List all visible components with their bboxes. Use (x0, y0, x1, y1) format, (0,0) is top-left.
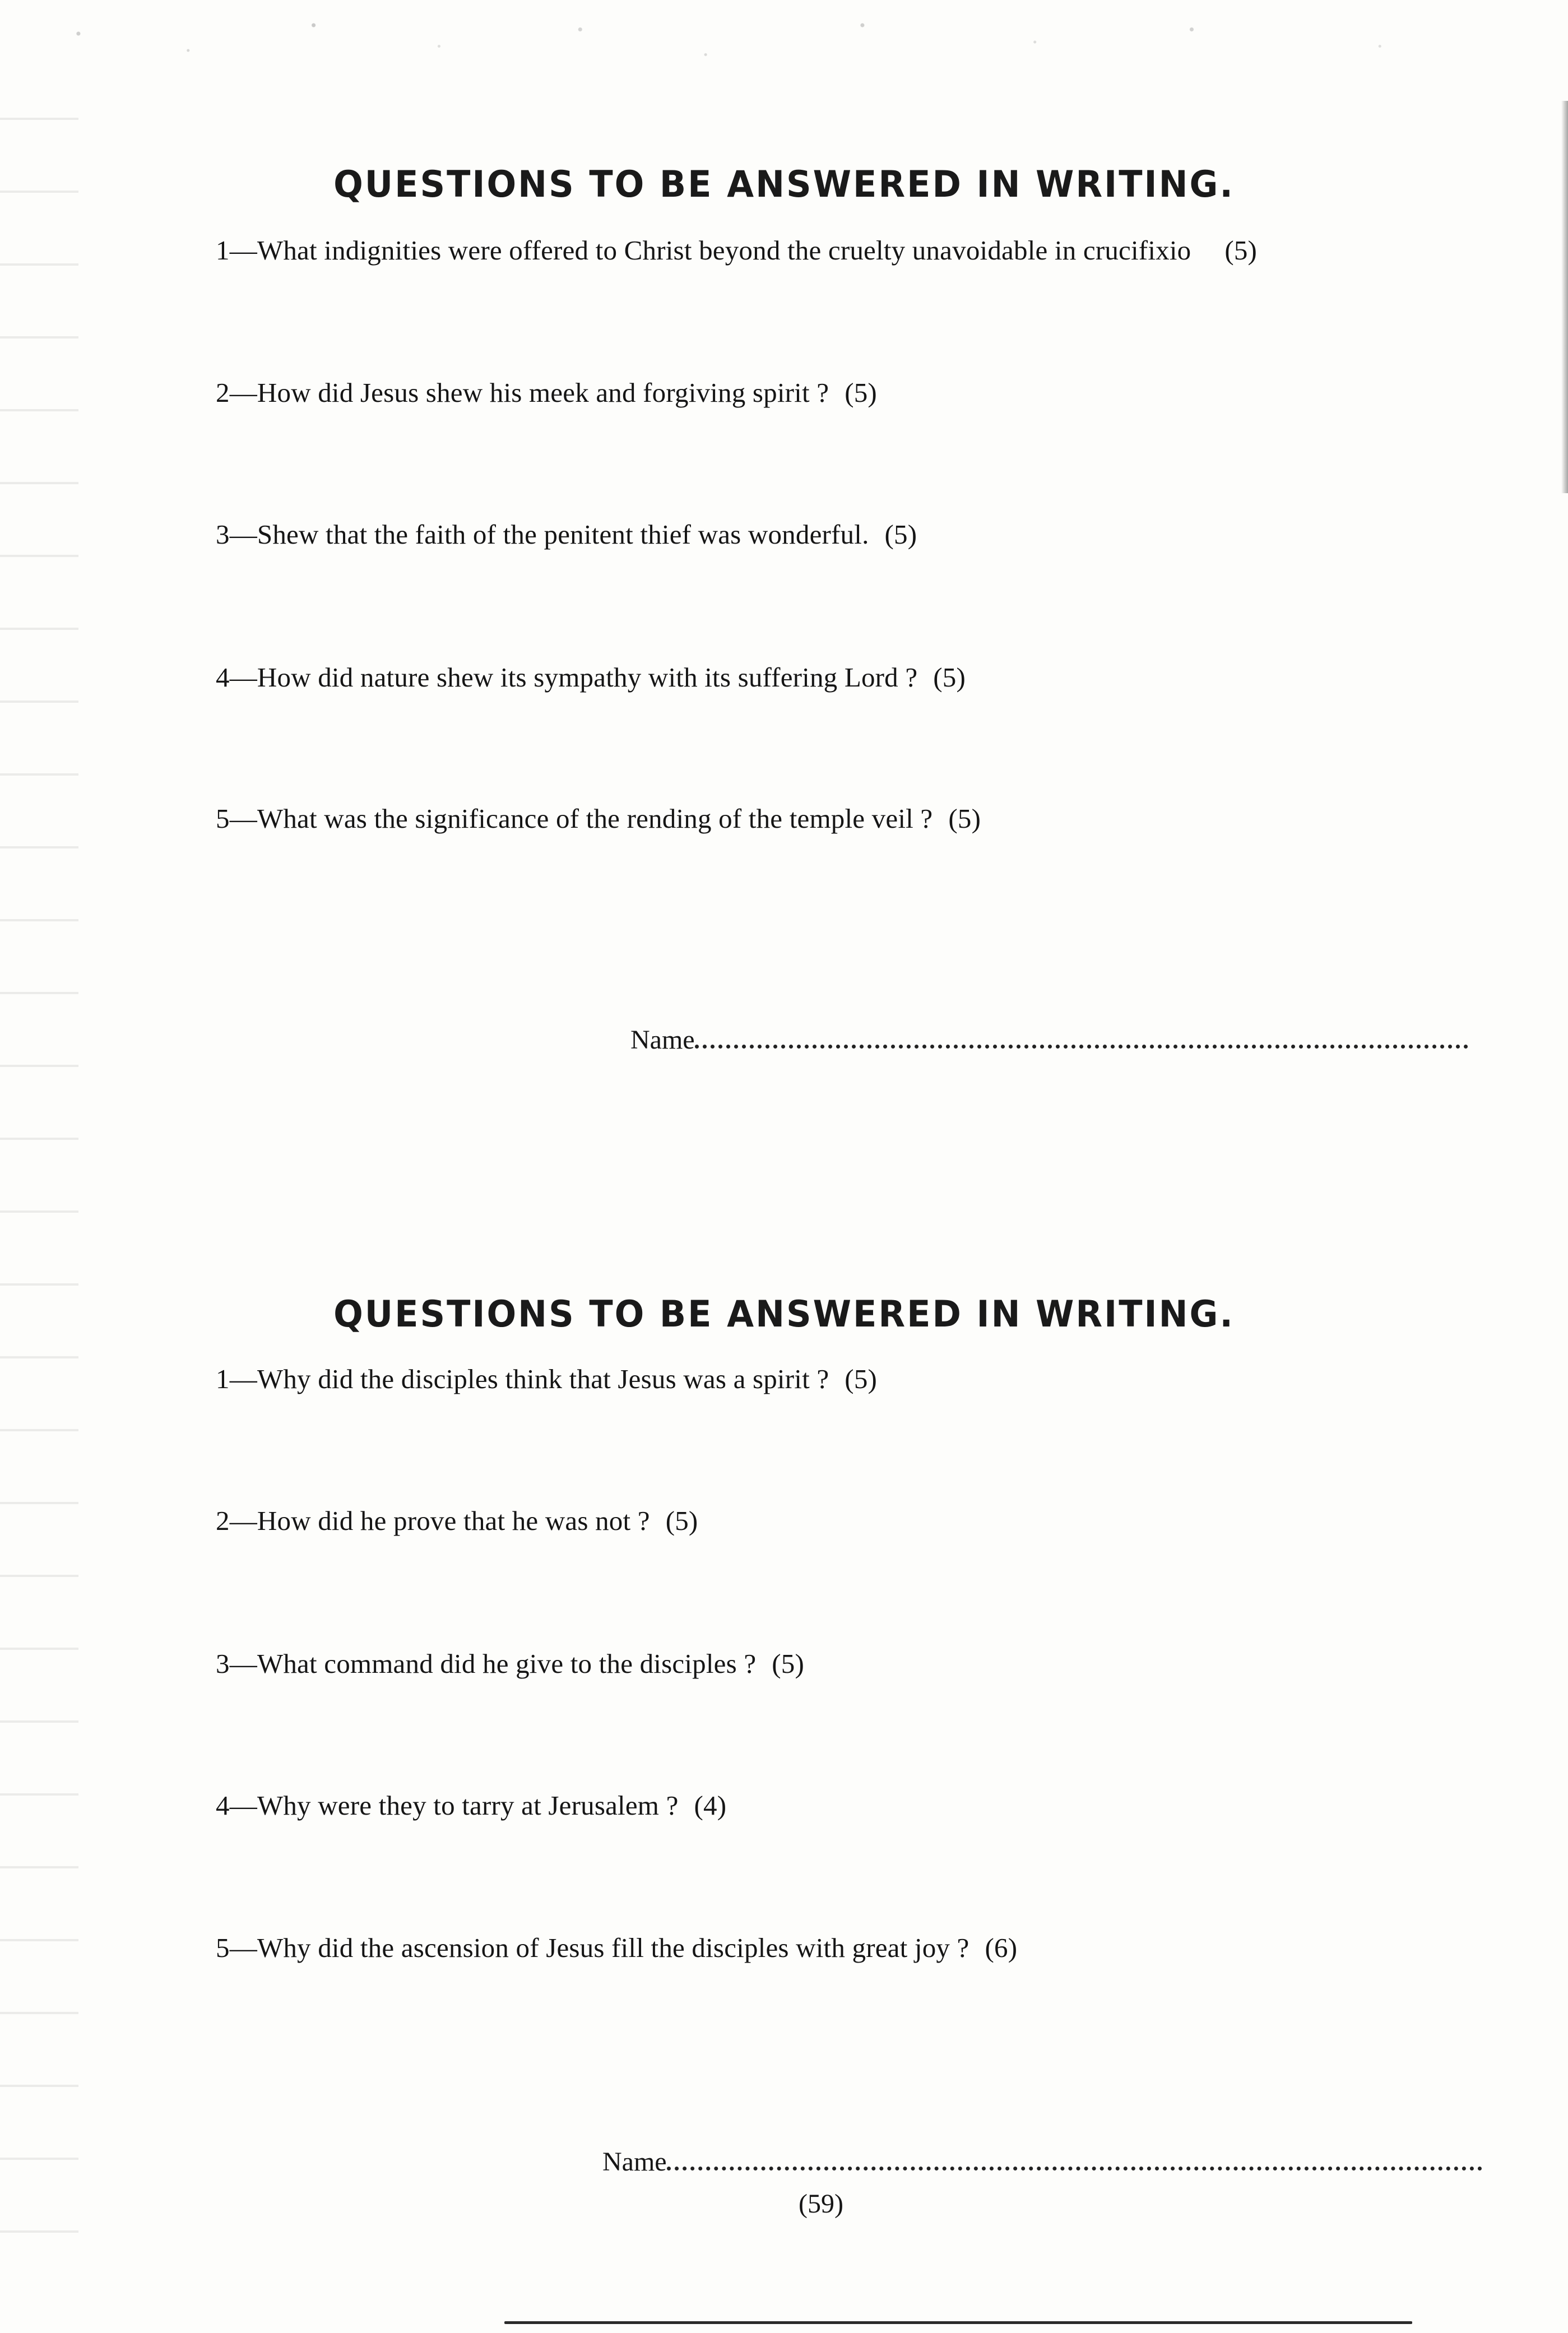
question-text: Why did the disciples think that Jesus was a spirit ? (257, 1363, 829, 1394)
question-number: 5 (216, 1932, 230, 1963)
section-1-question-3: 3—Shew that the faith of the penitent thief was wonderful. (5) (216, 519, 917, 550)
question-marks: (5) (845, 377, 877, 408)
name-dotted-line (695, 1040, 1468, 1049)
section-2-question-5: 5—Why did the ascension of Jesus fill the disciples with great joy ? (6) (216, 1932, 1018, 1963)
question-marks: (5) (948, 803, 981, 834)
question-marks: (5) (665, 1505, 698, 1536)
question-text: How did he prove that he was not ? (257, 1505, 650, 1536)
bottom-rule (504, 2321, 1412, 2324)
question-marks: (4) (694, 1790, 727, 1821)
scan-shadow-right (1561, 101, 1568, 493)
question-text: Why were they to tarry at Jerusalem ? (257, 1790, 679, 1821)
question-marks: (5) (1224, 235, 1258, 266)
section-1-question-2: 2—How did Jesus shew his meek and forgiving spirit ? (5) (216, 377, 877, 408)
section-2-question-2: 2—How did he prove that he was not ? (5) (216, 1505, 698, 1536)
name-label: Name (630, 1025, 695, 1055)
question-number: 2 (216, 377, 230, 408)
question-marks: (5) (845, 1363, 878, 1394)
question-marks: (6) (985, 1932, 1018, 1963)
question-number: 3 (216, 519, 230, 550)
question-marks: (5) (933, 662, 966, 693)
section-1-question-5: 5—What was the significance of the rending of the temple veil ? (5) (216, 803, 981, 834)
question-text: What command did he give to the disciples ? (257, 1648, 757, 1679)
name-dotted-line (667, 2162, 1482, 2170)
question-number: 4 (216, 1790, 230, 1821)
name-label: Name (602, 2147, 667, 2177)
section-2-heading: QUESTIONS TO BE ANSWERED IN WRITING. (333, 1292, 1235, 1335)
section-1-question-4: 4—How did nature shew its sympathy with its suffering Lord ? (5) (216, 662, 966, 693)
question-text: Why did the ascension of Jesus fill the disciples with great joy ? (257, 1932, 969, 1963)
question-number: 2 (216, 1505, 230, 1536)
section-2-name-field[interactable] (602, 2146, 1482, 2177)
scan-noise-top (0, 0, 1568, 84)
section-1-heading: QUESTIONS TO BE ANSWERED IN WRITING. (333, 163, 1235, 206)
question-text: What indignities were offered to Christ beyond the cruelty unavoidable in crucifixio (257, 235, 1191, 266)
question-number: 5 (216, 803, 230, 834)
question-marks: (5) (884, 519, 917, 550)
question-marks: (5) (772, 1648, 805, 1679)
question-text: How did Jesus shew his meek and forgiving spirit ? (257, 377, 829, 408)
question-text: How did nature shew its sympathy with its suffering Lord ? (257, 662, 918, 693)
section-2-question-1: 1—Why did the disciples think that Jesus was a spirit ? (5) (216, 1363, 878, 1394)
scan-noise-left (0, 84, 78, 2270)
question-text: Shew that the faith of the penitent thief was wonderful. (257, 519, 869, 550)
page-number: (59) (799, 2189, 843, 2219)
section-1-name-field[interactable] (630, 1024, 1468, 1055)
question-number: 1 (216, 235, 230, 266)
question-number: 4 (216, 662, 230, 693)
section-1-question-1: 1—What indignities were offered to Christ beyond the cruelty unavoidable in crucifixio (5) (216, 235, 1258, 266)
question-number: 1 (216, 1363, 230, 1394)
section-2-question-3: 3—What command did he give to the disciples ? (5) (216, 1648, 805, 1679)
question-text: What was the significance of the rending of the temple veil ? (257, 803, 933, 834)
question-number: 3 (216, 1648, 230, 1679)
section-2-question-4: 4—Why were they to tarry at Jerusalem ? (4) (216, 1790, 727, 1821)
